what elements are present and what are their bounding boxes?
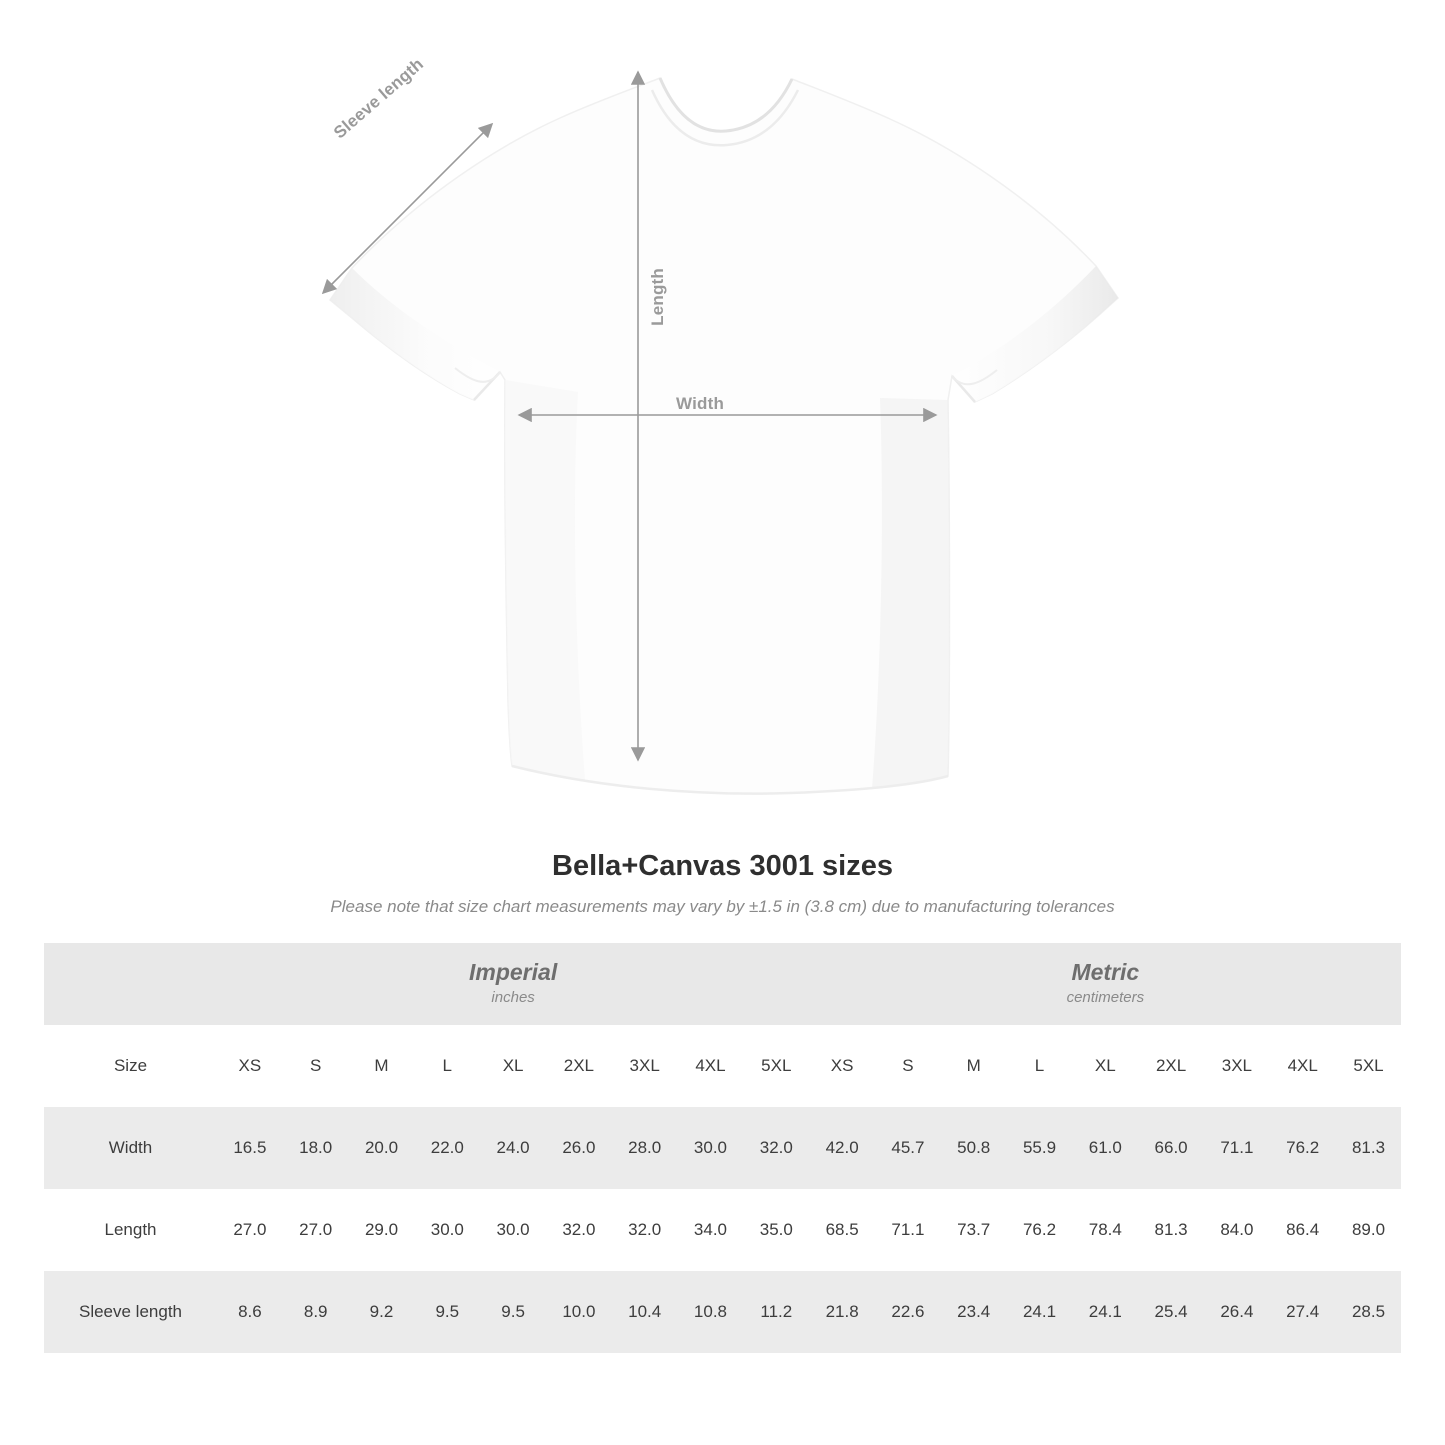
cell: 18.0 bbox=[283, 1107, 349, 1189]
cell: 10.0 bbox=[546, 1271, 612, 1353]
size-col-header: XL bbox=[1072, 1025, 1138, 1107]
cell: 28.0 bbox=[612, 1107, 678, 1189]
cell: 32.0 bbox=[743, 1107, 809, 1189]
shirt-body-shape bbox=[330, 78, 1118, 794]
cell: 23.4 bbox=[941, 1271, 1007, 1353]
cell: 21.8 bbox=[809, 1271, 875, 1353]
unit-group-metric-sub: centimeters bbox=[1066, 989, 1145, 1007]
cell: 26.4 bbox=[1204, 1271, 1270, 1353]
length-label: Length bbox=[648, 268, 667, 326]
cell: 73.7 bbox=[941, 1189, 1007, 1271]
size-col-header: XS bbox=[809, 1025, 875, 1107]
cell: 42.0 bbox=[809, 1107, 875, 1189]
size-col-header: 4XL bbox=[678, 1025, 744, 1107]
size-col-header: 5XL bbox=[1336, 1025, 1402, 1107]
size-header-row bbox=[44, 1025, 1401, 1107]
size-col-header: M bbox=[349, 1025, 415, 1107]
table-row bbox=[44, 1107, 1401, 1189]
cell: 25.4 bbox=[1138, 1271, 1204, 1353]
unit-group-imperial-sub: inches bbox=[491, 989, 535, 1007]
page-title: Bella+Canvas 3001 sizes bbox=[552, 850, 893, 882]
cell: 8.9 bbox=[283, 1271, 349, 1353]
cell: 10.8 bbox=[678, 1271, 744, 1353]
size-col-header: M bbox=[941, 1025, 1007, 1107]
cell: 28.5 bbox=[1336, 1271, 1402, 1353]
unit-group-metric-title: Metric bbox=[1071, 959, 1140, 986]
tolerance-note: Please note that size chart measurements may vary by ±1.5 in (3.8 cm) due to manufacturing tolerances bbox=[330, 897, 1115, 916]
cell: 76.2 bbox=[1270, 1107, 1336, 1189]
cell: 81.3 bbox=[1336, 1107, 1402, 1189]
cell: 16.5 bbox=[217, 1107, 283, 1189]
unit-group-imperial-title: Imperial bbox=[469, 959, 558, 986]
cell: 32.0 bbox=[612, 1189, 678, 1271]
cell: 76.2 bbox=[1007, 1189, 1073, 1271]
cell: 50.8 bbox=[941, 1107, 1007, 1189]
cell: 61.0 bbox=[1072, 1107, 1138, 1189]
size-col-header: XS bbox=[217, 1025, 283, 1107]
size-col-header: 2XL bbox=[546, 1025, 612, 1107]
sleeve-length-label: Sleeve length bbox=[330, 54, 428, 143]
table-row bbox=[44, 1189, 1401, 1271]
size-col-header: 3XL bbox=[612, 1025, 678, 1107]
unit-header-spacer bbox=[44, 943, 217, 1025]
size-col-header: 3XL bbox=[1204, 1025, 1270, 1107]
cell: 9.5 bbox=[480, 1271, 546, 1353]
cell: 30.0 bbox=[414, 1189, 480, 1271]
cell: 9.5 bbox=[414, 1271, 480, 1353]
cell: 24.1 bbox=[1007, 1271, 1073, 1353]
cell: 71.1 bbox=[875, 1189, 941, 1271]
unit-group-imperial bbox=[217, 943, 809, 1025]
size-col-header: L bbox=[414, 1025, 480, 1107]
cell: 27.4 bbox=[1270, 1271, 1336, 1353]
size-col-header: 4XL bbox=[1270, 1025, 1336, 1107]
size-col-header: L bbox=[1007, 1025, 1073, 1107]
cell: 29.0 bbox=[349, 1189, 415, 1271]
size-col-header: 2XL bbox=[1138, 1025, 1204, 1107]
cell: 30.0 bbox=[480, 1189, 546, 1271]
cell: 10.4 bbox=[612, 1271, 678, 1353]
cell: 24.1 bbox=[1072, 1271, 1138, 1353]
row-label-sleeve-length: Sleeve length bbox=[44, 1271, 217, 1353]
cell: 26.0 bbox=[546, 1107, 612, 1189]
width-label: Width bbox=[676, 394, 725, 413]
cell: 11.2 bbox=[743, 1271, 809, 1353]
cell: 89.0 bbox=[1336, 1189, 1402, 1271]
cell: 24.0 bbox=[480, 1107, 546, 1189]
cell: 22.6 bbox=[875, 1271, 941, 1353]
cell: 68.5 bbox=[809, 1189, 875, 1271]
cell: 45.7 bbox=[875, 1107, 941, 1189]
size-table-wrap bbox=[44, 943, 1401, 1353]
cell: 8.6 bbox=[217, 1271, 283, 1353]
size-col-header: 5XL bbox=[743, 1025, 809, 1107]
size-header-label: Size bbox=[44, 1025, 217, 1107]
cell: 30.0 bbox=[678, 1107, 744, 1189]
cell: 66.0 bbox=[1138, 1107, 1204, 1189]
unit-header-row bbox=[44, 943, 1401, 1025]
row-label-length: Length bbox=[44, 1189, 217, 1271]
cell: 78.4 bbox=[1072, 1189, 1138, 1271]
size-table bbox=[44, 943, 1401, 1353]
cell: 20.0 bbox=[349, 1107, 415, 1189]
table-row bbox=[44, 1271, 1401, 1353]
row-label-width: Width bbox=[44, 1107, 217, 1189]
cell: 86.4 bbox=[1270, 1189, 1336, 1271]
cell: 84.0 bbox=[1204, 1189, 1270, 1271]
size-col-header: S bbox=[283, 1025, 349, 1107]
cell: 9.2 bbox=[349, 1271, 415, 1353]
cell: 71.1 bbox=[1204, 1107, 1270, 1189]
cell: 81.3 bbox=[1138, 1189, 1204, 1271]
cell: 55.9 bbox=[1007, 1107, 1073, 1189]
size-col-header: XL bbox=[480, 1025, 546, 1107]
unit-group-metric bbox=[809, 943, 1401, 1025]
cell: 27.0 bbox=[283, 1189, 349, 1271]
cell: 35.0 bbox=[743, 1189, 809, 1271]
cell: 32.0 bbox=[546, 1189, 612, 1271]
cell: 34.0 bbox=[678, 1189, 744, 1271]
size-col-header: S bbox=[875, 1025, 941, 1107]
cell: 22.0 bbox=[414, 1107, 480, 1189]
title-block bbox=[0, 850, 1445, 917]
cell: 27.0 bbox=[217, 1189, 283, 1271]
